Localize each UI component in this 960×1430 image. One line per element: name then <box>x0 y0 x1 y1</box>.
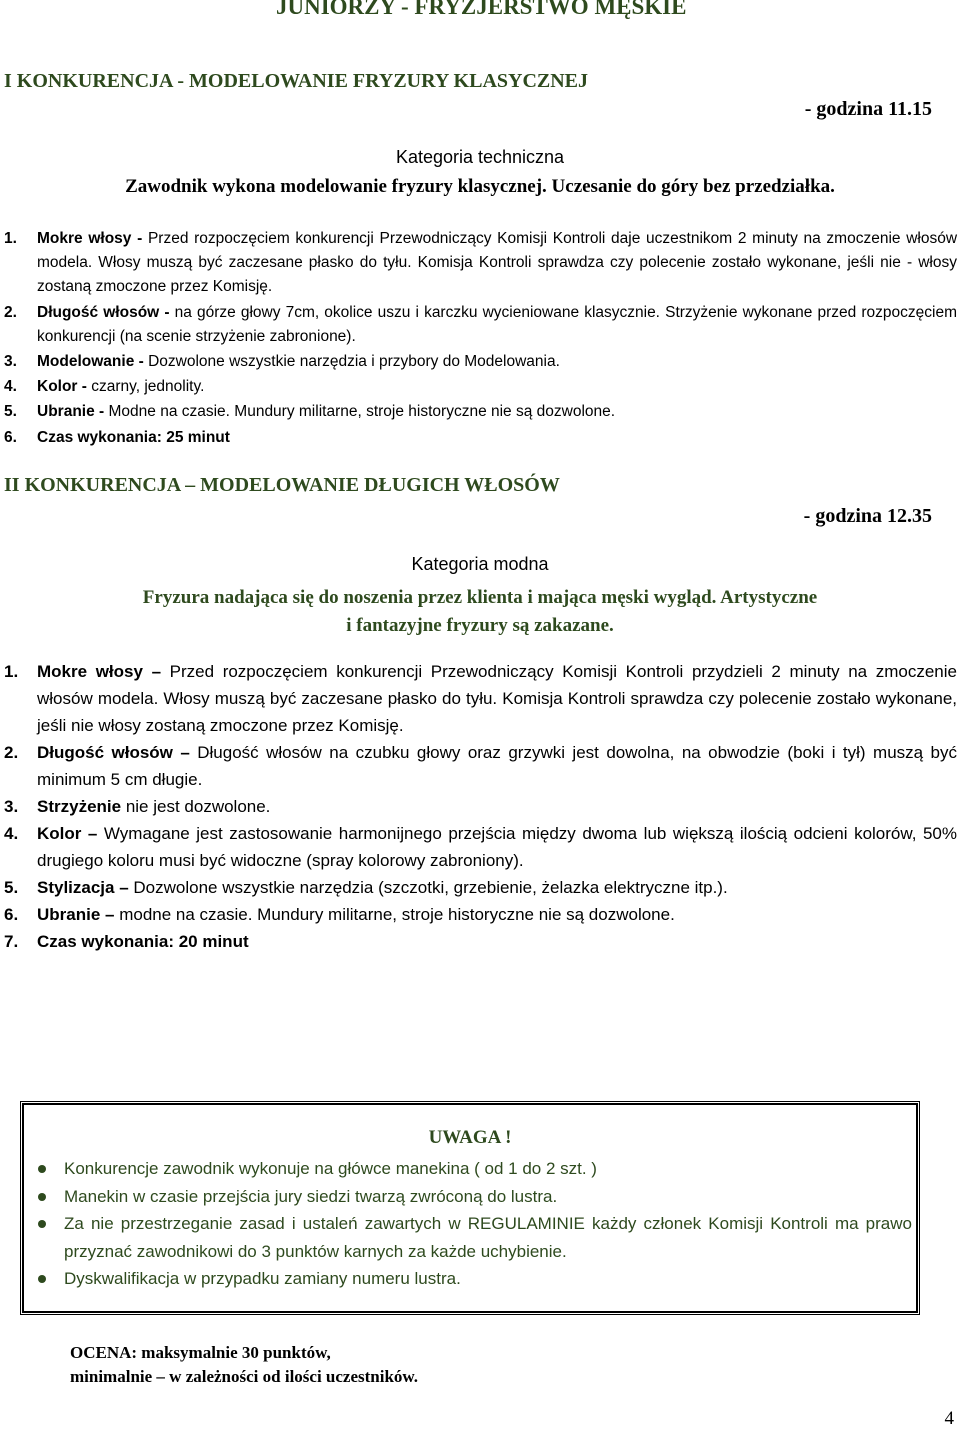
item-term: Ubranie – <box>37 905 115 924</box>
item-number: 3. <box>4 797 19 816</box>
item-text: Długość włosów na czubku głowy oraz grzywki jest dowolna, na obwodzie (boki i tył) muszą być minimum 5 cm długie. <box>37 743 957 789</box>
section1-rules-list <box>4 227 957 451</box>
item-number: 4. <box>4 378 17 396</box>
item-term: Ubranie - <box>37 403 105 421</box>
note-item <box>36 1183 912 1211</box>
item-number: 6. <box>4 428 17 446</box>
description-line: i fantazyjne fryzury są zakazane. <box>346 615 614 636</box>
section1-description: Zawodnik wykona modelowanie fryzury klasycznej. Uczesanie do góry bez przedziałka. <box>125 176 835 197</box>
section2-title: II KONKURENCJA – MODELOWANIE DŁUGICH WŁOSÓW <box>4 474 560 496</box>
list-item <box>4 375 957 399</box>
item-text: Przed rozpoczęciem konkurencji Przewodniczący Komisji Kontroli daje uczestnikom 2 minuty na zmoczenie włosów modela. Włosy muszą być zaczesane płasko do tyłu. Komisja Kontroli sprawdza czy polecenie zostało wykonane, jeśli nie - włosy zostaną zmoczone przez Komisję. <box>37 230 958 296</box>
item-term: Długość włosów - <box>37 303 170 321</box>
list-item <box>4 350 957 374</box>
item-number: 5. <box>4 403 17 421</box>
item-text: Modne na czasie. Mundury militarne, stroje historyczne nie są dozwolone. <box>104 403 616 421</box>
note-item <box>36 1210 912 1265</box>
scoring-max: OCENA: maksymalnie 30 punktów, <box>70 1343 331 1362</box>
section1-title: I KONKURENCJA - MODELOWANIE FRYZURY KLASYCZNEJ <box>4 70 589 92</box>
list-item <box>4 928 957 955</box>
bullet-icon <box>38 1275 46 1283</box>
scoring-min: minimalnie – w zależności od ilości uczestników. <box>70 1367 419 1386</box>
note-item-text: Dyskwalifikacja w przypadku zamiany numeru lustra. <box>64 1269 461 1288</box>
list-item <box>4 658 957 739</box>
note-item <box>36 1155 912 1183</box>
list-item <box>4 227 957 300</box>
note-item-text: Za nie przestrzeganie zasad i ustaleń zawartych w REGULAMINIE każdy członek Komisji Kontroli ma prawo przyznać zawodnikowi do 3 punktów karnych za każde uchybienie. <box>64 1214 912 1261</box>
item-number: 1. <box>4 662 19 681</box>
section2-time: - godzina 12.35 <box>803 505 932 527</box>
item-number: 1. <box>4 230 17 247</box>
bullet-icon <box>38 1165 46 1173</box>
item-text: Dozwolone wszystkie narzędzia (szczotki, grzebienie, żelazka elektryczne itp.). <box>128 878 728 897</box>
item-text: nie jest dozwolone. <box>121 797 271 816</box>
item-text: modne na czasie. Mundury militarne, stroje historyczne nie są dozwolone. <box>114 905 675 924</box>
item-number: 4. <box>4 824 19 843</box>
list-item <box>4 400 957 424</box>
list-item <box>4 793 957 820</box>
note-list <box>36 1155 912 1293</box>
section1-time: - godzina 11.15 <box>804 98 932 120</box>
list-item <box>4 426 957 450</box>
list-item <box>4 820 957 874</box>
item-text: na górze głowy 7cm, okolice uszu i karczku wycieniowane klasycznie. Strzyżenie wykonane przed rozpoczęciem konkurencji (na scenie strzyżenie zabronione). <box>37 303 957 345</box>
item-term: Mokre włosy – <box>37 662 162 681</box>
note-title: UWAGA ! <box>428 1127 512 1148</box>
section2-category: Kategoria modna <box>411 554 549 574</box>
page-number: 4 <box>944 1408 954 1429</box>
note-item-text: Manekin w czasie przejścia jury siedzi twarzą zwróconą do lustra. <box>64 1186 558 1206</box>
bullet-icon <box>38 1220 46 1228</box>
section2-description <box>0 584 960 640</box>
description-line: Fryzura nadająca się do noszenia przez klienta i mająca męski wygląd. Artystyczne <box>142 587 818 608</box>
list-item <box>4 739 957 793</box>
item-term: Czas wykonania: 25 minut <box>37 428 230 446</box>
list-item <box>4 901 957 928</box>
item-term: Strzyżenie <box>37 797 122 816</box>
item-text: Wymagane jest zastosowanie harmonijnego przejścia między dwoma lub większą ilością odcieni kolorów, 50% drugiego koloru musi być widoczne (spray kolorowy zabroniony). <box>37 824 957 870</box>
item-term: Kolor – <box>37 824 98 843</box>
item-term: Mokre włosy - <box>37 230 143 247</box>
list-item <box>4 301 957 349</box>
item-term: Kolor - <box>37 378 87 396</box>
item-term: Długość włosów – <box>37 743 190 762</box>
bullet-icon <box>38 1193 46 1201</box>
item-number: 3. <box>4 353 17 371</box>
page-title: JUNIORZY - FRYZJERSTWO MĘSKIE <box>276 0 687 19</box>
item-number: 5. <box>4 878 19 897</box>
item-text: czarny, jednolity. <box>86 378 205 396</box>
item-term: Stylizacja – <box>37 878 129 897</box>
item-text: Dozwolone wszystkie narzędzia i przybory do Modelowania. <box>143 353 560 371</box>
item-term: Czas wykonania: 20 minut <box>37 932 249 951</box>
item-number: 6. <box>4 905 19 924</box>
note-box <box>22 1103 918 1313</box>
section1-category: Kategoria techniczna <box>395 147 565 167</box>
item-term: Modelowanie - <box>37 353 144 371</box>
note-item-text: Konkurencje zawodnik wykonuje na główce manekina ( od 1 do 2 szt. ) <box>64 1159 597 1178</box>
item-text: Przed rozpoczęciem konkurencji Przewodniczący Komisji Kontroli przydzieli 2 minuty na zmoczenie włosów modela. Włosy muszą być zaczesane płasko do tyłu. Komisja Kontroli sprawdza czy polecenie zostało wykonane, jeśli nie włosy zostaną zmoczone przez Komisję. <box>37 662 957 735</box>
item-number: 2. <box>4 303 17 321</box>
item-number: 7. <box>4 932 19 951</box>
section2-rules-list <box>4 658 957 955</box>
note-item <box>36 1265 912 1293</box>
list-item <box>4 874 957 901</box>
item-number: 2. <box>4 743 19 762</box>
